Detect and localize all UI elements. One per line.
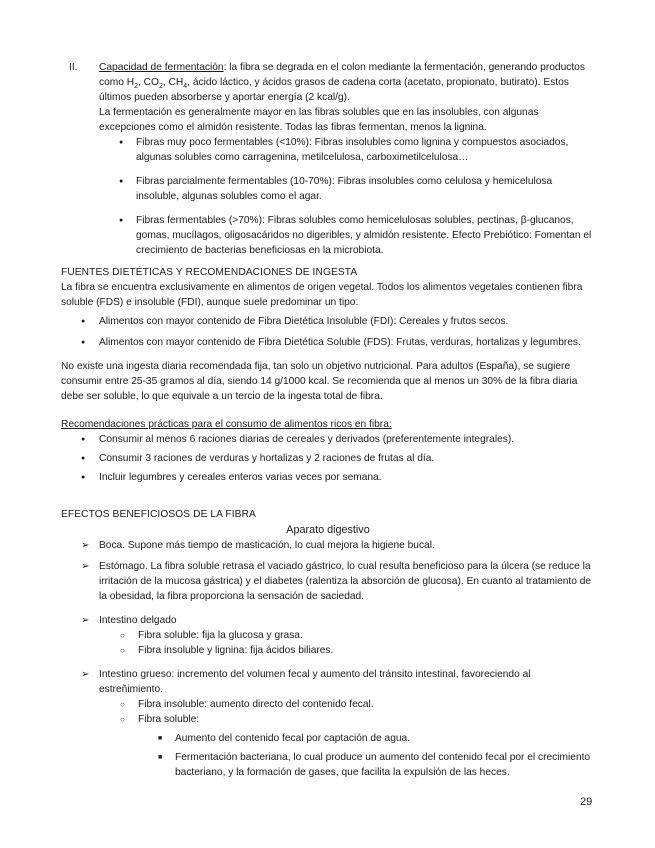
fermentation-paragraph xyxy=(61,60,595,135)
fermentation-list xyxy=(61,135,595,258)
list-item: ● Fibras parcialmente fermentables (10-70%): Fibras insolubles como celulosa y hemicelulosa insoluble, algunas solubles como el agar. xyxy=(61,174,595,204)
sources-list xyxy=(61,314,595,350)
list-item: ● Consumir al menos 6 raciones diarias de cereales y derivados (preferentemente integrales). xyxy=(61,432,595,447)
grueso-list xyxy=(61,667,595,697)
list-item: ● Consumir 3 raciones de verduras y hortalizas y 2 raciones de frutas al día. xyxy=(61,451,595,466)
arrow-icon: ➢ xyxy=(81,669,90,680)
soluble-sublist xyxy=(61,731,595,780)
arrow-icon: ➢ xyxy=(81,615,90,626)
roman-numeral: II. xyxy=(69,62,78,73)
list-item: ● Alimentos con mayor contenido de Fibra Dietética Soluble (FDS): Frutas, verduras, hortalizas y legumbres. xyxy=(61,335,595,350)
section-heading: FUENTES DIETÉTICAS Y RECOMENDACIONES DE INGESTA xyxy=(61,267,358,278)
list-item: ● Alimentos con mayor contenido de Fibra Dietética Insoluble (FDI): Cereales y frutos secos. xyxy=(61,314,595,329)
list-item: ➢ Intestino grueso: incremento del volumen fecal y aumento del tránsito intestinal, favoreciendo al estreñimiento. xyxy=(81,669,531,695)
list-item: ■ Fermentación bacteriana, lo cual produce un aumento del contenido fecal por el crecimiento bacteriano, y la formación de gases, que facilita la expulsión de las heces. xyxy=(61,750,595,780)
recommendation-paragraph: No existe una ingesta diaria recomendada fija, tan solo un objetivo nutricional. Para adultos (España), se sugiere consumir entre 25-35 gramos al día, siendo 14 g/1000 kcal. Se recomienda que al menos un 30% de la fibra diaria debe ser soluble, lo que equivale a un tercio de la ingesta total de fibra. xyxy=(61,361,578,402)
list-item: ○ Fibra insoluble: aumento directo del contenido fecal. xyxy=(61,697,595,712)
arrow-icon: ➢ xyxy=(81,561,90,572)
fermentation-section xyxy=(61,60,595,258)
page-number: 29 xyxy=(580,796,593,808)
practical-list xyxy=(61,432,595,485)
grueso-sublist xyxy=(61,697,595,727)
fermentation-note: La fermentación es generalmente mayor en las fibras solubles que en las insolubles, con algunas excepciones como el almidón resistente. Todas las fibras fermentan, menos la lignina. xyxy=(99,107,539,133)
section-heading: EFECTOS BENEFICIOSOS DE LA FIBRA xyxy=(61,509,256,520)
sources-intro: La fibra se encuentra exclusivamente en alimentos de origen vegetal. Todos los alimentos vegetales contienen fibra soluble (FDS) e insoluble (FDI), aunque suele predominar un tipo: xyxy=(61,282,583,308)
arrow-icon: ➢ xyxy=(81,540,90,551)
delgado-list xyxy=(61,628,595,658)
digestive-list xyxy=(61,538,595,628)
list-item: ○ Fibra soluble: fija la glucosa y grasa. xyxy=(61,628,595,643)
subheading: Aparato digestivo xyxy=(286,524,370,536)
list-item: ○ Fibra soluble: xyxy=(61,712,595,727)
list-item: ■ Aumento del contenido fecal por captación de agua. xyxy=(61,731,595,746)
list-item: ● Fibras fermentables (>70%): Fibras solubles como hemicelulosas solubles, pectinas, β-glucanos, gomas, mucílagos, oligosacáridos no digeribles, y almidón resistente. Efecto Prebiótico: Fomentan el crecimiento de bacterias beneficiosas en la microbiota. xyxy=(61,213,595,258)
list-item: ○ Fibra insoluble y lignina: fija ácidos biliares. xyxy=(61,643,595,658)
fermentation-title: Capacidad de fermentación xyxy=(99,62,224,73)
list-item: ➢ Boca. Supone más tiempo de masticación, lo cual mejora la higiene bucal. xyxy=(81,540,435,551)
practical-title: Recomendaciones prácticas para el consumo de alimentos ricos en fibra: xyxy=(61,419,392,430)
list-item: ➢ Intestino delgado xyxy=(81,615,177,626)
list-item: ➢ Estómago. La fibra soluble retrasa el vaciado gástrico, lo cual resulta beneficioso para la úlcera (se reduce la irritación de la mucosa gástrica) y el diabetes (ralentiza la absorción de glucosa). En cuanto al tratamiento de la obesidad, la fibra proporciona la sensación de saciedad. xyxy=(81,561,592,602)
fermentation-text: Capacidad de fermentación: la fibra se degrada en el colon mediante la fermentación, generando productos como $H_2$, $CO_2$, $CH_4$, ácido láctico, y ácidos grasos de cadena corta (acetato, propionato, butirato). Estos últimos pueden absorberse y aportar energía (2 kcal/g). xyxy=(99,62,585,103)
sources-section xyxy=(61,265,595,485)
list-item: ● Incluir legumbres y cereales enteros varias veces por semana. xyxy=(61,470,595,485)
list-item: ● Fibras muy poco fermentables (<10%): Fibras insolubles como lignina y compuestos asociados, algunas solubles como carragenina, metilcelulosa, carboximetilcelulosa… xyxy=(61,135,595,165)
effects-section xyxy=(61,507,595,780)
